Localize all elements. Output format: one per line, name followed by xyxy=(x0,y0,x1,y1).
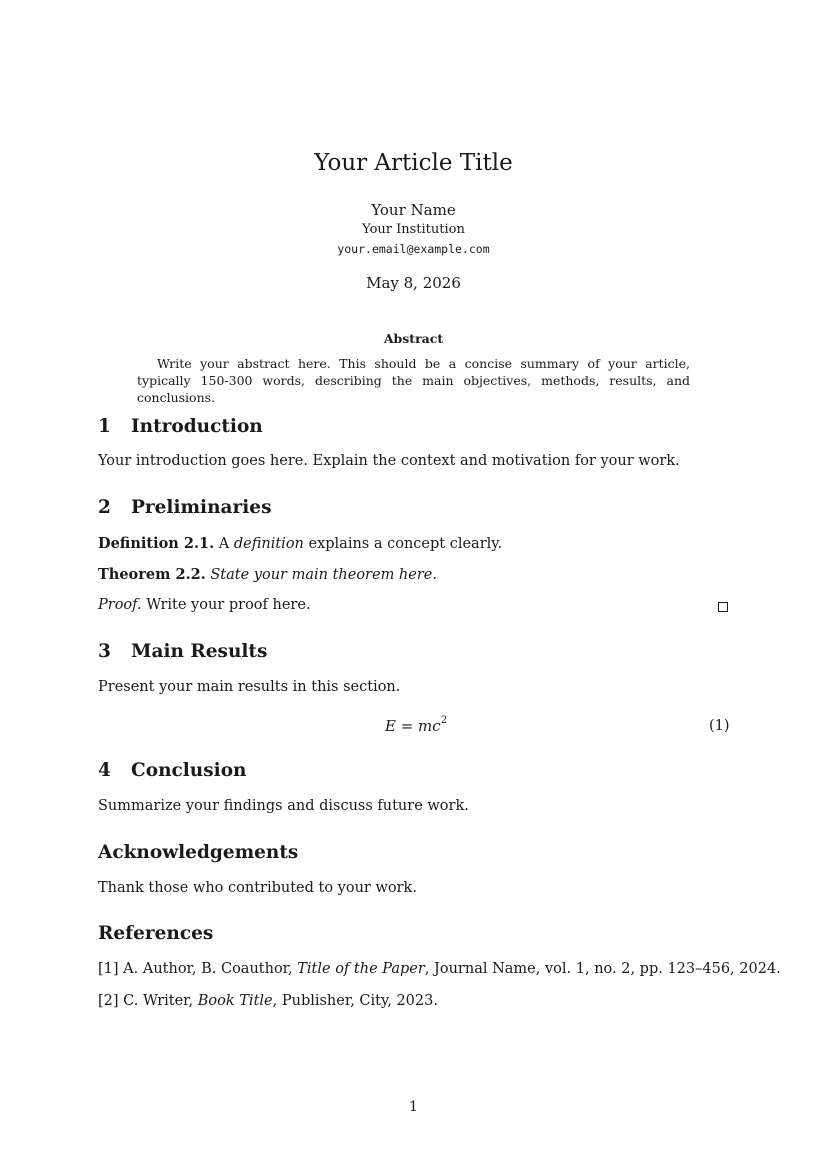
proof-label: Proof. xyxy=(98,597,142,613)
theorem-label: Theorem 2.2. xyxy=(98,566,206,583)
section-title: Preliminaries xyxy=(131,497,272,518)
section-title: Main Results xyxy=(131,641,268,662)
abstract-heading: Abstract xyxy=(383,331,444,346)
section-number: 1 xyxy=(98,416,111,437)
definition-post: explains a concept clearly. xyxy=(308,536,503,552)
theorem-text: State your main theorem here. xyxy=(210,567,437,583)
reference-details: , Journal Name, vol. 1, no. 2, pp. 123–456, 2024. xyxy=(424,961,781,977)
reference-label: [1] xyxy=(98,961,119,977)
proof-block xyxy=(98,597,311,613)
theorem-block xyxy=(98,566,437,583)
equation-body: E = mc xyxy=(385,717,441,735)
acknowledgements-paragraph: Thank those who contributed to your work. xyxy=(98,880,417,896)
introduction-paragraph: Your introduction goes here. Explain the context and motivation for your work. xyxy=(98,453,680,469)
definition-block xyxy=(98,535,502,552)
section-number: 3 xyxy=(98,641,111,662)
section-number: 2 xyxy=(98,497,111,518)
equation xyxy=(385,717,447,735)
section-title: Conclusion xyxy=(131,760,247,781)
qed-square-icon xyxy=(718,602,728,612)
author-name: Your Name xyxy=(371,201,456,219)
article-date: May 8, 2026 xyxy=(366,274,461,292)
abstract-text: Write your abstract here. This should be a concise summary of your article, typically 150-300 words, describing the main objectives, methods, results, and conclusions. xyxy=(137,356,690,405)
article-title: Your Article Title xyxy=(314,150,513,176)
references-heading: References xyxy=(98,923,214,944)
author-email: your.email@example.com xyxy=(337,242,490,256)
equation-number: (1) xyxy=(709,718,730,734)
section-number: 4 xyxy=(98,760,111,781)
reference-item xyxy=(98,961,781,977)
equation-exponent: 2 xyxy=(440,715,448,726)
reference-details: , Publisher, City, 2023. xyxy=(272,993,438,1009)
page-number: 1 xyxy=(409,1099,418,1115)
proof-text: Write your proof here. xyxy=(146,597,311,613)
section-preliminaries-heading xyxy=(98,497,271,518)
reference-label: [2] xyxy=(98,993,119,1009)
reference-title: Book Title xyxy=(197,993,273,1009)
reference-authors: A. Author, B. Coauthor, xyxy=(123,961,293,977)
definition-label: Definition 2.1. xyxy=(98,535,215,552)
section-main-results-heading xyxy=(98,641,267,662)
acknowledgements-heading: Acknowledgements xyxy=(98,842,299,863)
definition-pre: A xyxy=(218,536,230,552)
section-title: Introduction xyxy=(131,416,263,437)
conclusion-paragraph: Summarize your findings and discuss future work. xyxy=(98,798,469,814)
reference-item xyxy=(98,993,438,1009)
section-introduction-heading xyxy=(98,416,263,437)
reference-authors: C. Writer, xyxy=(123,993,194,1009)
main-results-paragraph: Present your main results in this section. xyxy=(98,679,401,695)
reference-title: Title of the Paper xyxy=(297,961,425,977)
definition-term: definition xyxy=(233,536,304,552)
section-conclusion-heading xyxy=(98,760,247,781)
author-institution: Your Institution xyxy=(362,222,465,237)
